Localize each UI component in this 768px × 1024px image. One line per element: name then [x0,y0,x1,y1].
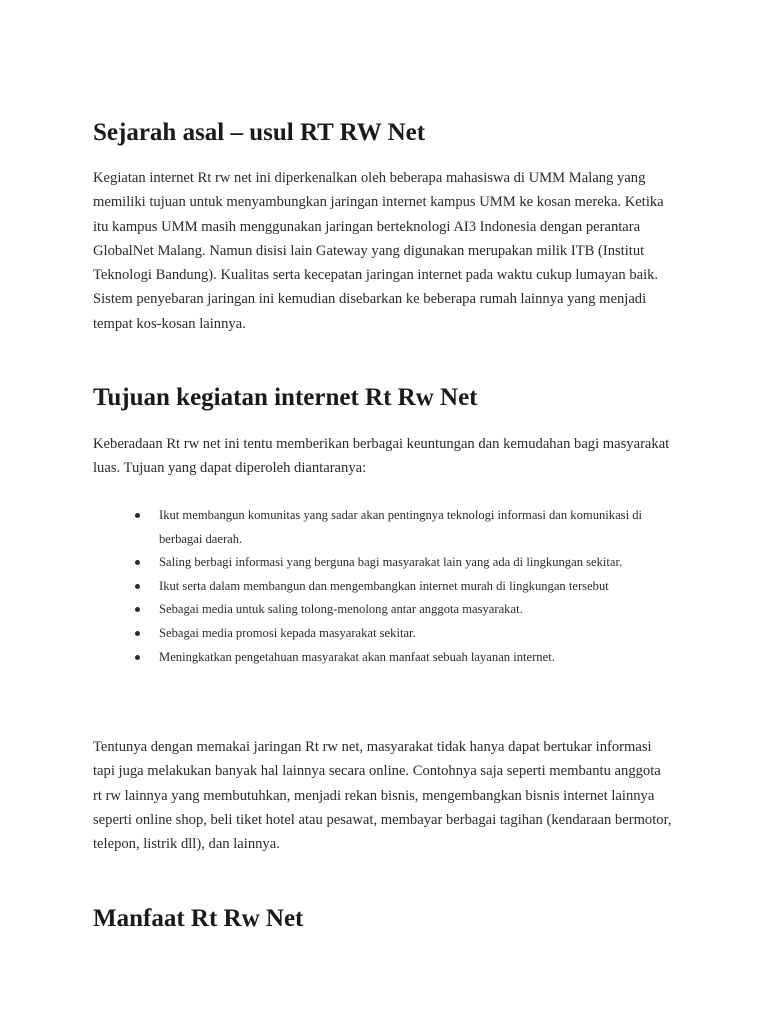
paragraph-tujuan-intro: Keberadaan Rt rw net ini tentu memberikan berbagai keuntungan dan kemudahan bagi masyarakat luas. Tujuan yang dapat diperoleh diantaranya: [93,436,670,477]
list-item [93,598,653,622]
list-item [93,575,653,599]
heading-tujuan: Tujuan kegiatan internet Rt Rw Net [93,384,478,411]
list-item-text: Sebagai media promosi kepada masyarakat sekitar. [159,625,416,640]
list-item-text: Sebagai media untuk saling tolong-menolong antar anggota masyarakat. [159,602,523,617]
list-item-text: Ikut membangun komunitas yang sadar akan pentingnya teknologi informasi dan komunikasi di berbagai daerah. [159,508,643,546]
list-item-text: Saling berbagi informasi yang berguna bagi masyarakat lain yang ada di lingkungan sekitar. [159,555,623,570]
bullet-icon [135,560,140,565]
list-item-text: Ikut serta dalam membangun dan mengembangkan internet murah di lingkungan tersebut [159,578,609,593]
tujuan-list [93,504,653,669]
paragraph-tujuan-outro: Tentunya dengan memakai jaringan Rt rw net, masyarakat tidak hanya dapat bertukar informasi tapi juga melakukan banyak hal lainnya secara online. Contohnya saja seperti membantu anggota rt rw lainnya yang membutuhkan, menjadi rekan bisnis, mengembangkan bisnis internet lainnya seperti online shop, beli tiket hotel atau pesawat, membayar berbagai tagihan (kendaraan bermotor, telepon, listrik dll), dan lainnya. [93,739,672,853]
paragraph-sejarah: Kegiatan internet Rt rw net ini diperkenalkan oleh beberapa mahasiswa di UMM Malang yang memiliki tujuan untuk menyambungkan jaringan internet kampus UMM ke kosan mereka. Ketika itu kampus UMM masih menggunakan jaringan berteknologi AI3 Indonesia dengan perantara GlobalNet Malang. Namun disisi lain Gateway yang digunakan merupakan milik ITB (Institut Teknologi Bandung). Kualitas serta kecepatan jaringan internet pada waktu cukup lumayan baik. Sistem penyebaran jaringan ini kemudian disebarkan ke beberapa rumah lainnya yang menjadi tempat kos-kosan lainnya. [93,170,664,332]
heading-sejarah: Sejarah asal – usul RT RW Net [93,119,426,146]
bullet-icon [135,513,140,518]
list-item [93,504,653,551]
bullet-icon [135,584,140,589]
bullet-icon [135,655,140,660]
list-item [93,622,653,646]
list-item-text: Meningkatkan pengetahuan masyarakat akan manfaat sebuah layanan internet. [159,649,555,664]
bullet-icon [135,607,140,612]
list-item [93,551,653,575]
list-item [93,646,653,670]
heading-manfaat: Manfaat Rt Rw Net [93,905,304,932]
bullet-icon [135,631,140,636]
